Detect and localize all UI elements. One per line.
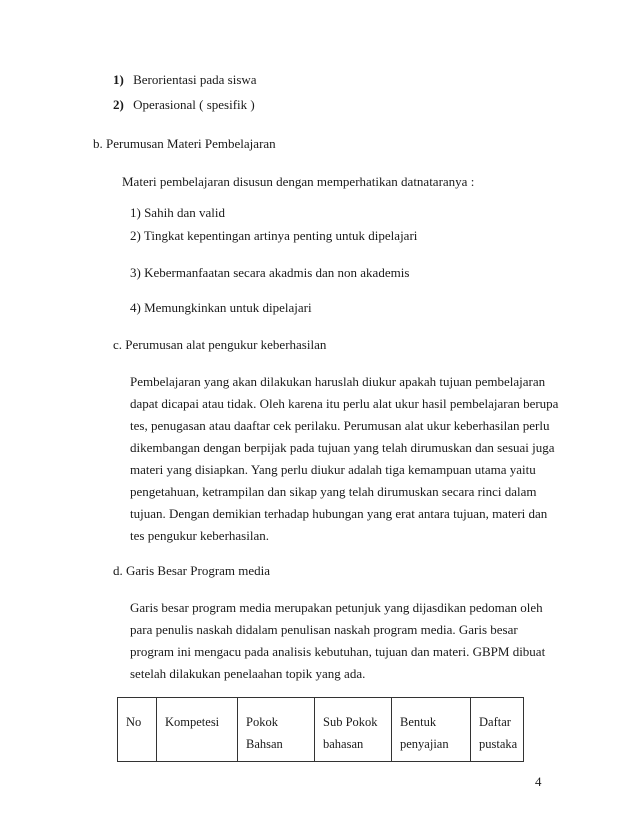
paragraph-line: tujuan. Dengan demikian terhadap hubungan yang erat antara tujuan, materi dan — [130, 506, 548, 521]
section-heading-b: b. Perumusan Materi Pembelajaran — [93, 136, 276, 151]
table-header-cell: Daftar pustaka — [471, 698, 524, 762]
list-item: 1) Sahih dan valid — [130, 205, 225, 220]
list-item: 4) Memungkinkan untuk dipelajari — [130, 300, 312, 315]
paragraph-line: materi yang disiapkan. Yang perlu diukur adalah tiga kemampuan utama yaitu — [130, 462, 536, 477]
paragraph-line: dikembangan dengan berpijak pada tujuan yang telah dirumuskan dan sesuai juga — [130, 440, 555, 455]
gbpm-table — [117, 697, 524, 762]
table-header-row — [118, 698, 524, 762]
list-number: 2) — [113, 97, 124, 112]
list-text: Berorientasi pada siswa — [133, 72, 257, 87]
list-item: 3) Kebermanfaatan secara akadmis dan non akademis — [130, 265, 410, 280]
list-item — [113, 72, 257, 88]
paragraph-line: program ini mengacu pada analisis kebutuhan, tujuan dan materi. GBPM dibuat — [130, 644, 546, 659]
paragraph-line: pengetahuan, ketrampilan dan sikap yang telah dirumuskan secara rinci dalam — [130, 484, 537, 499]
paragraph-line: setelah dilakukan penelaahan topik yang ada. — [130, 666, 366, 681]
list-text: Operasional ( spesifik ) — [133, 97, 255, 112]
paragraph-line: tes, penugasan atau daaftar cek perilaku. Perumusan alat ukur keberhasilan perlu — [130, 418, 550, 433]
table-header-cell: No — [118, 698, 157, 762]
table-header-cell: Bentuk penyajian — [392, 698, 471, 762]
section-heading-d: d. Garis Besar Program media — [113, 563, 271, 578]
paragraph-line: tes pengukur keberhasilan. — [130, 528, 269, 543]
paragraph-line: dapat dicapai atau tidak. Oleh karena itu perlu alat ukur hasil pembelajaran berupa — [130, 396, 559, 411]
list-item — [113, 97, 255, 113]
table-header-cell: Sub Pokok bahasan — [315, 698, 392, 762]
list-item: 2) Tingkat kepentingan artinya penting untuk dipelajari — [130, 228, 418, 243]
section-heading-c: c. Perumusan alat pengukur keberhasilan — [113, 337, 327, 352]
paragraph-line: Pembelajaran yang akan dilakukan haruslah diukur apakah tujuan pembelajaran — [130, 374, 546, 389]
list-number: 1) — [113, 72, 124, 87]
section-intro-b: Materi pembelajaran disusun dengan memperhatikan datnataranya : — [122, 174, 475, 189]
table-header-cell: Kompetesi — [157, 698, 238, 762]
page-number: 4 — [535, 774, 542, 789]
paragraph-line: para penulis naskah didalam penulisan naskah program media. Garis besar — [130, 622, 518, 637]
paragraph-line: Garis besar program media merupakan petunjuk yang dijasdikan pedoman oleh — [130, 600, 543, 615]
table-header-cell: Pokok Bahsan — [238, 698, 315, 762]
